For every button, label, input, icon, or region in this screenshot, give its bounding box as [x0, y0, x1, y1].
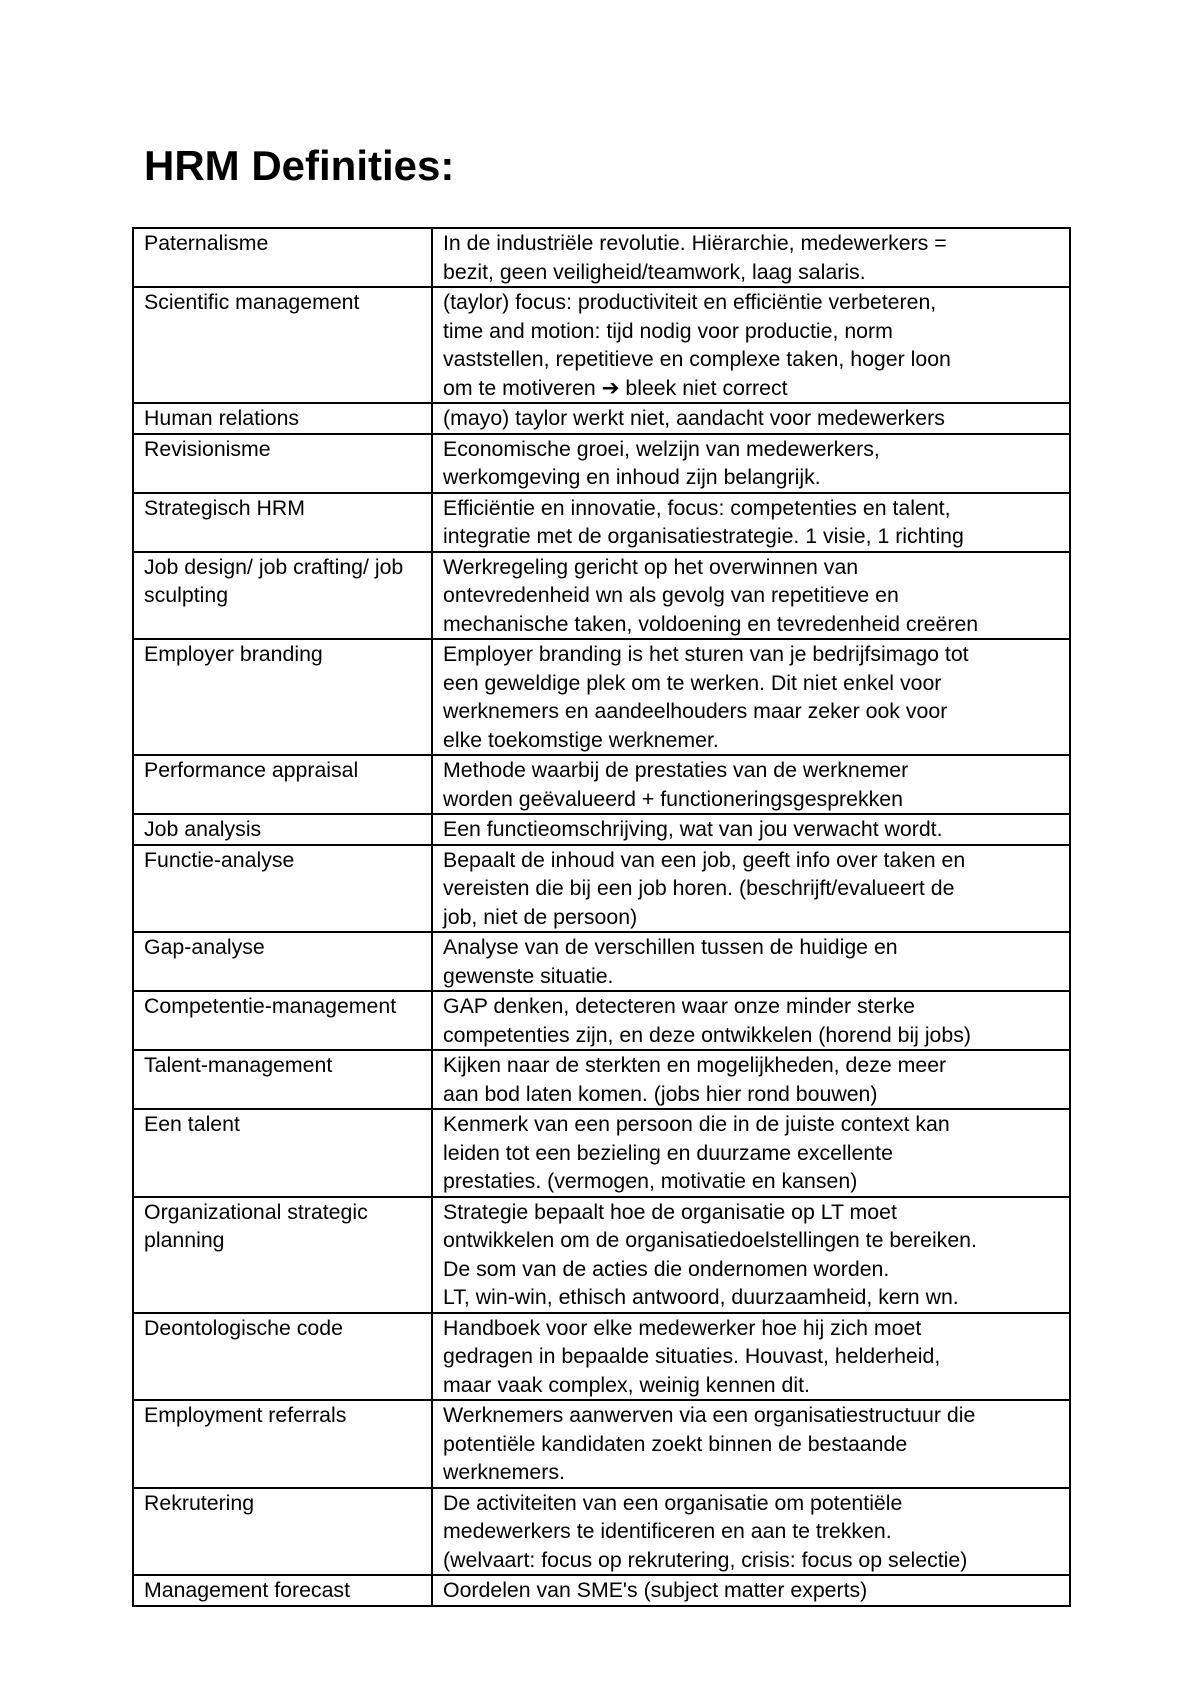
definition-line: een geweldige plek om te werken. Dit niet enkel voor	[443, 670, 942, 695]
definition-cell	[432, 991, 1070, 1050]
definition-line: LT, win-win, ethisch antwoord, duurzaamheid, kern wn.	[443, 1285, 959, 1309]
table-row	[133, 1197, 1070, 1313]
definition-line: werkomgeving en inhoud zijn belangrijk.	[443, 465, 821, 489]
definition-line: Handboek voor elke medewerker hoe hij zich moet	[443, 1315, 922, 1340]
definition-line: ontwikkelen om de organisatiedoelstellingen te bereiken.	[443, 1228, 977, 1252]
definition-line: Employer branding is het sturen van je bedrijfsimago tot	[443, 642, 969, 666]
term-cell: Een talent	[133, 1109, 432, 1197]
term-cell: Management forecast	[133, 1575, 432, 1606]
table-row	[133, 1109, 1070, 1197]
definition-cell	[432, 1488, 1070, 1576]
definition-line: vereisten die bij een job horen. (beschrijft/evalueert de	[443, 876, 955, 900]
definition-line: Analyse van de verschillen tussen de huidige en	[443, 935, 898, 959]
definition-line: integratie met de organisatiestrategie. 1 visie, 1 richting	[443, 524, 964, 548]
definition-cell	[432, 287, 1070, 403]
definition-line: competenties zijn, en deze ontwikkelen (horend bij jobs)	[443, 1022, 971, 1047]
definition-line: werknemers en aandeelhouders maar zeker ook voor	[443, 699, 948, 723]
definition-cell	[432, 814, 1070, 845]
definition-cell	[432, 639, 1070, 755]
definition-cell	[432, 1197, 1070, 1313]
table-row	[133, 1050, 1070, 1109]
table-row	[133, 932, 1070, 991]
table-row	[133, 639, 1070, 755]
definition-line: Strategie bepaalt hoe de organisatie op LT moet	[443, 1199, 897, 1224]
definition-line: leiden tot een bezieling en duurzame excellente	[443, 1140, 893, 1165]
definition-cell	[432, 1400, 1070, 1488]
table-row	[133, 1488, 1070, 1576]
table-row	[133, 434, 1070, 493]
definition-line: om te motiveren ➔ bleek niet correct	[443, 375, 788, 400]
definition-line: (taylor) focus: productiviteit en efficiëntie verbeteren,	[443, 290, 937, 314]
term-cell: Employment referrals	[133, 1400, 432, 1488]
definition-line: Methode waarbij de prestaties van de werknemer	[443, 758, 909, 782]
table-row	[133, 228, 1070, 287]
definition-line: aan bod laten komen. (jobs hier rond bouwen)	[443, 1081, 878, 1106]
term-cell: Performance appraisal	[133, 755, 432, 814]
definition-cell	[432, 434, 1070, 493]
definition-line: ontevredenheid wn als gevolg van repetitieve en	[443, 583, 899, 607]
definition-cell	[432, 755, 1070, 814]
term-cell: Paternalisme	[133, 228, 432, 287]
definition-cell	[432, 1050, 1070, 1109]
term-cell: Functie-analyse	[133, 845, 432, 933]
definition-line: In de industriële revolutie. Hiërarchie, medewerkers =	[443, 231, 947, 255]
definition-line: Kenmerk van een persoon die in de juiste context kan	[443, 1112, 950, 1136]
definition-cell	[432, 932, 1070, 991]
term-cell: Job design/ job crafting/ job sculpting	[133, 552, 432, 640]
definition-line: worden geëvalueerd + functioneringsgesprekken	[443, 786, 903, 811]
definition-cell	[432, 493, 1070, 552]
definition-line: (welvaart: focus op rekrutering, crisis: focus op selectie)	[443, 1547, 968, 1572]
table-row	[133, 403, 1070, 434]
definition-line: Werkregeling gericht op het overwinnen van	[443, 554, 859, 579]
definition-line: time and motion: tijd nodig voor productie, norm	[443, 318, 893, 343]
table-row	[133, 287, 1070, 403]
definition-line: gedragen in bepaalde situaties. Houvast, helderheid,	[443, 1344, 941, 1368]
definition-line: prestaties. (vermogen, motivatie en kansen)	[443, 1169, 858, 1193]
definition-line: elke toekomstige werknemer.	[443, 727, 719, 752]
definition-line: gewenste situatie.	[443, 963, 614, 988]
definitions-table-body	[133, 228, 1070, 1606]
definition-line: Oordelen van SME's (subject matter experts)	[443, 1578, 868, 1602]
definition-cell	[432, 228, 1070, 287]
definition-line: mechanische taken, voldoening en tevredenheid creëren	[443, 611, 979, 636]
term-cell: Job analysis	[133, 814, 432, 845]
definition-line: Economische groei, welzijn van medewerkers,	[443, 436, 880, 461]
term-cell: Deontologische code	[133, 1313, 432, 1401]
definition-cell	[432, 1109, 1070, 1197]
definition-cell	[432, 552, 1070, 640]
definition-line: Werknemers aanwerven via een organisatiestructuur die	[443, 1403, 976, 1427]
definition-line: medewerkers te identificeren en aan te trekken.	[443, 1519, 892, 1543]
definitions-table	[132, 227, 1071, 1607]
table-row	[133, 991, 1070, 1050]
term-cell: Human relations	[133, 403, 432, 434]
term-cell: Competentie-management	[133, 991, 432, 1050]
table-row	[133, 1400, 1070, 1488]
definition-line: vaststellen, repetitieve en complexe taken, hoger loon	[443, 347, 951, 371]
definition-line: De som van de acties die ondernomen worden.	[443, 1256, 890, 1281]
term-cell: Gap-analyse	[133, 932, 432, 991]
definition-line: potentiële kandidaten zoekt binnen de bestaande	[443, 1431, 908, 1456]
definition-line: Een functieomschrijving, wat van jou verwacht wordt.	[443, 817, 943, 841]
table-row	[133, 1575, 1070, 1606]
definition-line: Efficiëntie en innovatie, focus: competenties en talent,	[443, 495, 951, 520]
definition-line: Bepaalt de inhoud van een job, geeft info over taken en	[443, 847, 966, 872]
definition-line: bezit, geen veiligheid/teamwork, laag salaris.	[443, 259, 866, 284]
definition-line: job, niet de persoon)	[443, 904, 638, 929]
table-row	[133, 814, 1070, 845]
definition-cell	[432, 1575, 1070, 1606]
term-cell: Scientific management	[133, 287, 432, 403]
table-row	[133, 493, 1070, 552]
table-row	[133, 755, 1070, 814]
definition-line: werknemers.	[443, 1460, 565, 1484]
table-row	[133, 552, 1070, 640]
term-cell: Strategisch HRM	[133, 493, 432, 552]
definition-line: GAP denken, detecteren waar onze minder sterke	[443, 994, 915, 1018]
definition-line: Kijken naar de sterkten en mogelijkheden, deze meer	[443, 1053, 947, 1077]
table-row	[133, 845, 1070, 933]
definition-cell	[432, 403, 1070, 434]
definition-cell	[432, 845, 1070, 933]
definition-line: (mayo) taylor werkt niet, aandacht voor medewerkers	[443, 406, 945, 430]
definition-line: De activiteiten van een organisatie om potentiële	[443, 1490, 903, 1515]
term-cell: Organizational strategic planning	[133, 1197, 432, 1313]
definition-line: maar vaak complex, weinig kennen dit.	[443, 1372, 810, 1397]
definition-cell	[432, 1313, 1070, 1401]
table-row	[133, 1313, 1070, 1401]
term-cell: Talent-management	[133, 1050, 432, 1109]
term-cell: Employer branding	[133, 639, 432, 755]
page-title: HRM Definities:	[144, 142, 455, 189]
term-cell: Rekrutering	[133, 1488, 432, 1576]
term-cell: Revisionisme	[133, 434, 432, 493]
